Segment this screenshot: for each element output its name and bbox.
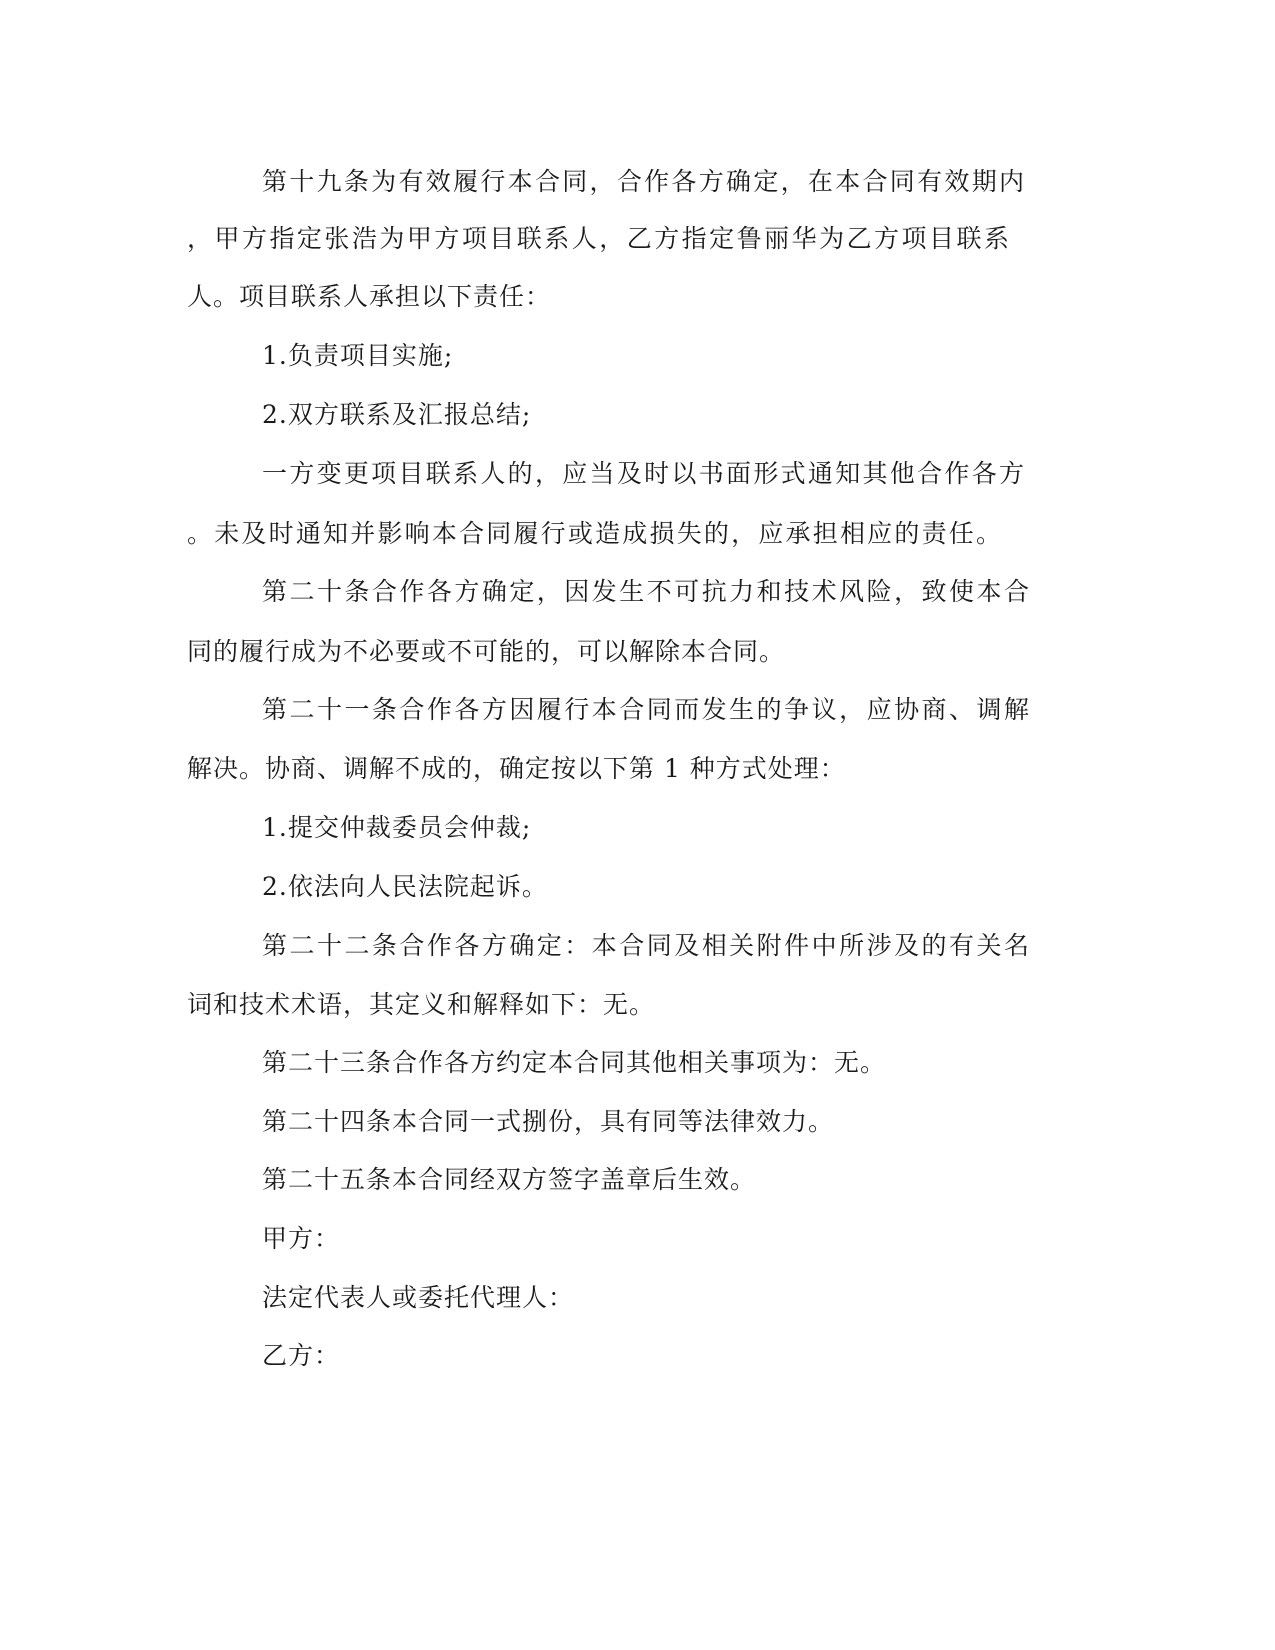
list-item: 2.依法向人民法院起诉。 <box>262 872 548 901</box>
text-line: 词和技术术语，其定义和解释如下：无。 <box>187 990 656 1019</box>
signature-party-b-label: 乙方： <box>262 1341 341 1370</box>
text-line: 一方变更项目联系人的，应当及时以书面形式通知其他合作各方 <box>262 459 1025 488</box>
list-item: 1.负责项目实施; <box>262 341 454 370</box>
text-line: 第二十条合作各方确定，因发生不可抗力和技术风险，致使本合 <box>262 577 1030 606</box>
text-line: 第二十三条合作各方约定本合同其他相关事项为：无。 <box>262 1048 887 1077</box>
text-line: 人。项目联系人承担以下责任： <box>187 282 552 311</box>
text-line: 第二十一条合作各方因履行本合同而发生的争议，应协商、调解 <box>262 695 1030 724</box>
text-line: 第二十五条本合同经双方签字盖章后生效。 <box>262 1165 757 1194</box>
text-line: 。未及时通知并影响本合同履行或造成损失的，应承担相应的责任。 <box>187 519 1002 548</box>
text-line: ，甲方指定张浩为甲方项目联系人，乙方指定鲁丽华为乙方项目联系 <box>187 224 1010 253</box>
signature-party-a-label: 甲方： <box>262 1224 341 1253</box>
text-line: 第十九条为有效履行本合同，合作各方确定，在本合同有效期内 <box>262 167 1025 196</box>
text-line: 解决。协商、调解不成的，确定按以下第 1 种方式处理： <box>187 754 846 783</box>
list-item: 2.双方联系及汇报总结; <box>262 400 532 429</box>
text-line: 同的履行成为不必要或不可能的，可以解除本合同。 <box>187 637 786 666</box>
list-item: 1.提交仲裁委员会仲裁; <box>262 813 532 842</box>
text-line: 第二十二条合作各方确定：本合同及相关附件中所涉及的有关名 <box>262 931 1030 960</box>
signature-representative-label: 法定代表人或委托代理人： <box>262 1283 575 1312</box>
text-line: 第二十四条本合同一式捌份，具有同等法律效力。 <box>262 1107 835 1136</box>
